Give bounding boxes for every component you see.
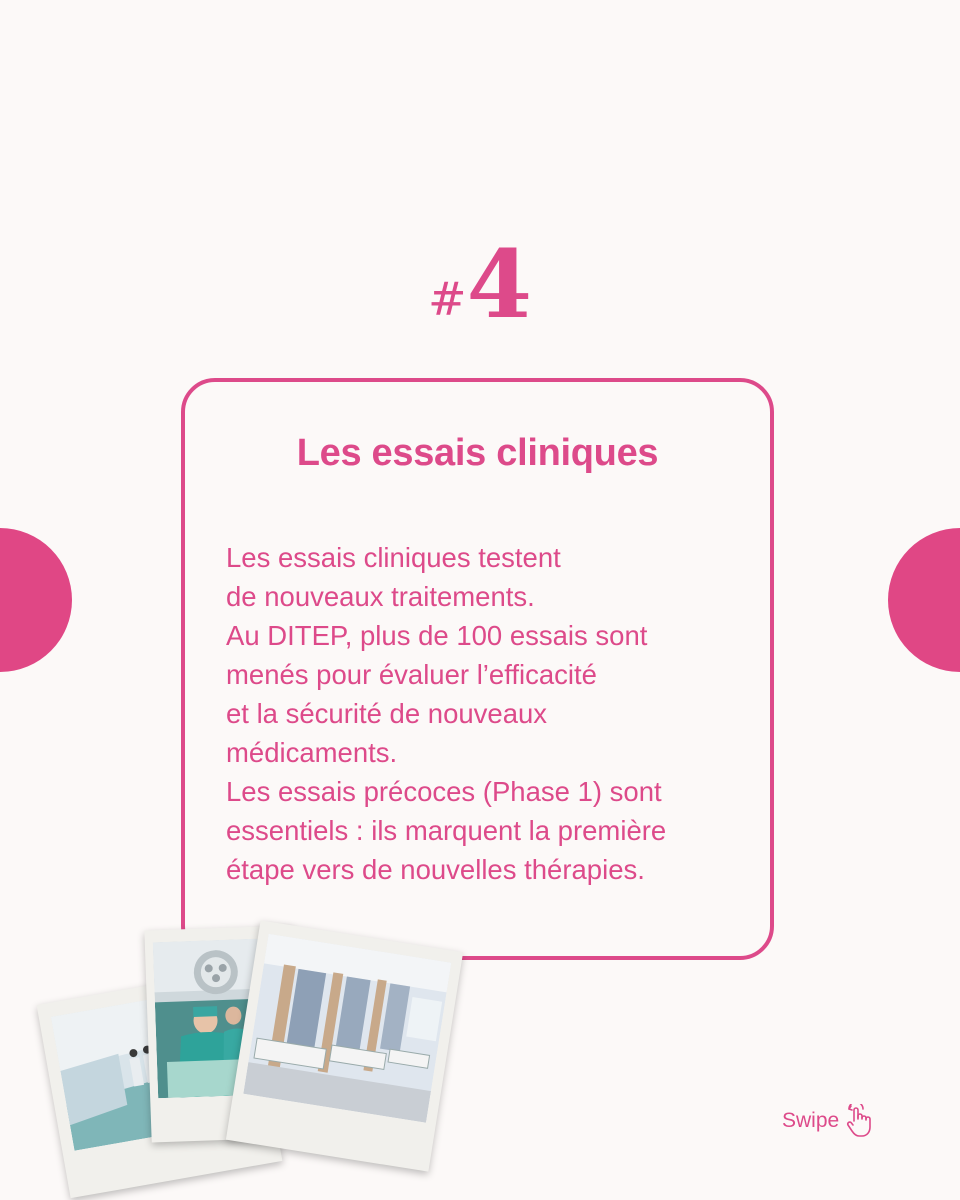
hand-pointer-icon (843, 1104, 875, 1138)
body-line: Au DITEP, plus de 100 essais sont (226, 620, 648, 651)
body-line: Les essais précoces (Phase 1) sont (226, 776, 662, 807)
card-body (226, 538, 766, 889)
swipe-label: Swipe (782, 1109, 840, 1132)
swipe-hint[interactable] (782, 1104, 875, 1138)
body-line: essentiels : ils marquent la première (226, 815, 667, 846)
body-line: médicaments. (226, 737, 398, 768)
body-line: Les essais cliniques testent (226, 542, 561, 573)
body-line: de nouveaux traitements. (226, 581, 535, 612)
hospital-ward-photo (243, 934, 451, 1123)
slide-digit: 4 (466, 230, 532, 340)
body-line: et la sécurité de nouveaux (226, 698, 548, 729)
polaroid-hospital-ward (226, 920, 463, 1171)
slide-number (0, 230, 960, 340)
content-card (181, 378, 774, 960)
body-line: étape vers de nouvelles thérapies. (226, 854, 645, 885)
hash-symbol: # (428, 272, 467, 326)
body-line: menés pour évaluer l’efficacité (226, 659, 597, 690)
left-half-circle-decoration (0, 528, 72, 672)
right-half-circle-decoration (888, 528, 960, 672)
card-title: Les essais cliniques (296, 432, 659, 474)
